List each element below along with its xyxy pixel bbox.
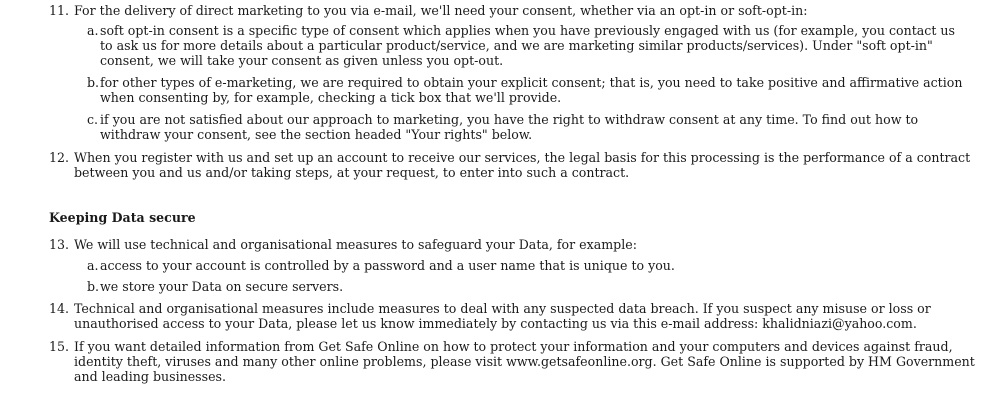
clause-11 (49, 3, 984, 18)
clause-number: 12. (49, 150, 70, 165)
clause-text: Technical and organisational measures include measures to deal with any suspected data breach. If you suspect any misuse or loss or unauthorised access to your Data, please let us know immediately by contacting us via this e-mail address: khalidniazi@yahoo.com. (74, 301, 931, 331)
subclause-text: if you are not satisfied about our approach to marketing, you have the right to withdraw consent at any time. To find out how to withdraw your consent, see the section headed "Your rights" below. (100, 112, 919, 142)
clause-13-a (87, 258, 967, 273)
clause-15 (49, 339, 984, 384)
subclause-text: soft opt-in consent is a specific type of consent which applies when you have previously engaged with us (for example, you contact us to ask us for more details about a particular product/service, and we are marketing similar products/services). Under "soft opt-in" consent, we will take your consent as given unless you opt-out. (100, 23, 955, 68)
clause-number: 14. (49, 301, 70, 316)
clause-number: 11. (49, 3, 70, 18)
clause-11-b (87, 75, 967, 105)
subclause-letter: b. (87, 279, 100, 294)
subclause-text: for other types of e-marketing, we are required to obtain your explicit consent; that is, you need to take positive and affirmative action when consenting by, for example, checking a tick box that we'll provide. (100, 75, 963, 105)
subclause-letter: c. (87, 112, 99, 127)
subclause-letter: b. (87, 75, 100, 90)
clause-11-a (87, 23, 967, 68)
clause-14 (49, 301, 984, 331)
section-heading: Keeping Data secure (49, 210, 196, 225)
clause-13 (49, 237, 984, 252)
subclause-text: access to your account is controlled by a password and a user name that is unique to you. (100, 258, 675, 273)
subclause-letter: a. (87, 23, 99, 38)
clause-12 (49, 150, 984, 180)
clause-13-b (87, 279, 967, 294)
clause-text: We will use technical and organisational measures to safeguard your Data, for example: (74, 237, 637, 252)
clause-text: For the delivery of direct marketing to you via e-mail, we'll need your consent, whether via an opt-in or soft-opt-in: (74, 3, 808, 18)
subclause-text: we store your Data on secure servers. (100, 279, 344, 294)
subclause-letter: a. (87, 258, 99, 273)
clause-number: 13. (49, 237, 70, 252)
clause-number: 15. (49, 339, 70, 354)
clause-text: When you register with us and set up an account to receive our services, the legal basis for this processing is the performance of a contract between you and us and/or taking steps, at your request, to enter into such a contract. (74, 150, 971, 180)
clause-11-c (87, 112, 967, 142)
clause-text: If you want detailed information from Get Safe Online on how to protect your information and your computers and devices against fraud, identity theft, viruses and many other online problems, please visit www.getsafeonline.org. Get Safe Online is supported by HM Government and leading businesses. (74, 339, 975, 384)
